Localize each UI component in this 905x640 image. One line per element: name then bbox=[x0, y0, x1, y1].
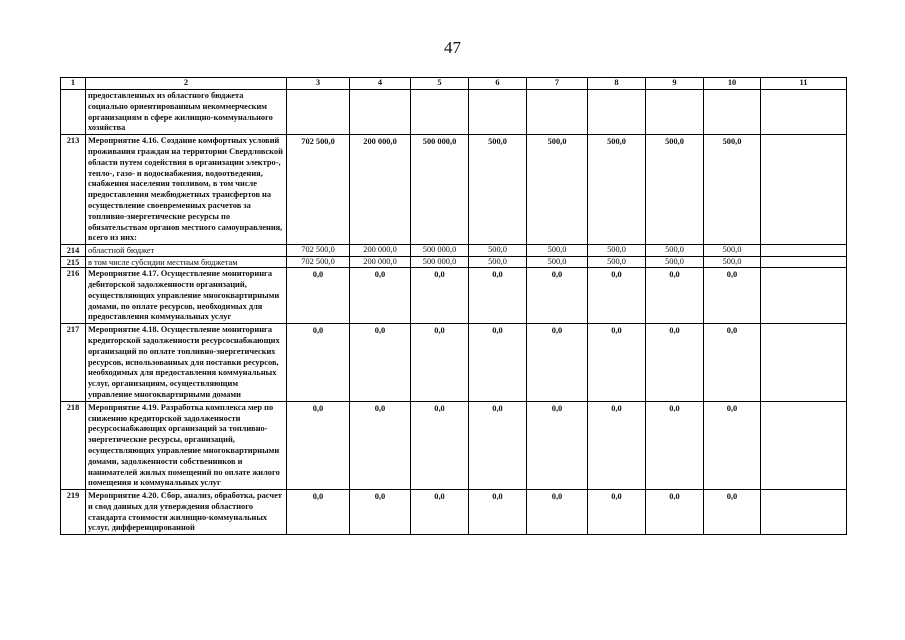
value-cell: 0,0 bbox=[287, 268, 350, 324]
value-cell: 0,0 bbox=[287, 324, 350, 402]
row-number: 214 bbox=[61, 245, 86, 257]
value-cell bbox=[761, 245, 847, 257]
row-number: 215 bbox=[61, 256, 86, 268]
value-cell: 500,0 bbox=[469, 245, 527, 257]
value-cell: 500,0 bbox=[704, 256, 761, 268]
value-cell: 0,0 bbox=[527, 490, 588, 535]
value-cell: 500 000,0 bbox=[411, 245, 469, 257]
row-number: 216 bbox=[61, 268, 86, 324]
value-cell: 500 000,0 bbox=[411, 256, 469, 268]
value-cell: 0,0 bbox=[588, 324, 646, 402]
value-cell: 0,0 bbox=[287, 401, 350, 489]
column-header: 8 bbox=[588, 78, 646, 90]
row-description: Мероприятие 4.16. Создание комфортных условий проживания граждан на территории Свердловской области путем содействия в организации электро-, тепло-, газо- и водоснабжения, водоотведения, снабжения населения топливом, в том числе предоставления межбюджетных трансфертов на осуществление своевременных расчетов за топливно-энергетические ресурсы по обязательствам органов местного самоуправления, всего из них: bbox=[86, 135, 287, 245]
column-header: 4 bbox=[350, 78, 411, 90]
value-cell: 500,0 bbox=[646, 135, 704, 245]
table-row bbox=[61, 324, 847, 402]
table-row bbox=[61, 90, 847, 135]
value-cell: 0,0 bbox=[646, 490, 704, 535]
value-cell: 0,0 bbox=[350, 268, 411, 324]
row-description: в том числе субсидии местным бюджетам bbox=[86, 256, 287, 268]
value-cell: 500,0 bbox=[527, 245, 588, 257]
value-cell: 0,0 bbox=[527, 268, 588, 324]
value-cell: 500,0 bbox=[588, 245, 646, 257]
value-cell bbox=[646, 90, 704, 135]
value-cell bbox=[761, 256, 847, 268]
value-cell: 0,0 bbox=[704, 490, 761, 535]
value-cell: 0,0 bbox=[411, 268, 469, 324]
table-row bbox=[61, 401, 847, 489]
value-cell bbox=[527, 90, 588, 135]
value-cell: 0,0 bbox=[588, 268, 646, 324]
value-cell: 0,0 bbox=[646, 401, 704, 489]
value-cell: 0,0 bbox=[411, 401, 469, 489]
value-cell: 0,0 bbox=[350, 401, 411, 489]
value-cell: 0,0 bbox=[646, 268, 704, 324]
budget-table bbox=[60, 77, 847, 535]
value-cell: 500,0 bbox=[588, 135, 646, 245]
value-cell: 0,0 bbox=[469, 324, 527, 402]
header-row bbox=[61, 78, 847, 90]
table-row bbox=[61, 490, 847, 535]
value-cell: 200 000,0 bbox=[350, 245, 411, 257]
column-header: 10 bbox=[704, 78, 761, 90]
value-cell: 0,0 bbox=[350, 490, 411, 535]
column-header: 9 bbox=[646, 78, 704, 90]
value-cell bbox=[287, 90, 350, 135]
value-cell: 0,0 bbox=[411, 324, 469, 402]
value-cell: 0,0 bbox=[527, 401, 588, 489]
value-cell: 500,0 bbox=[527, 135, 588, 245]
row-number: 217 bbox=[61, 324, 86, 402]
value-cell: 200 000,0 bbox=[350, 135, 411, 245]
column-header: 7 bbox=[527, 78, 588, 90]
value-cell: 702 500,0 bbox=[287, 256, 350, 268]
value-cell: 500,0 bbox=[704, 135, 761, 245]
value-cell: 0,0 bbox=[704, 268, 761, 324]
value-cell bbox=[761, 490, 847, 535]
value-cell: 500,0 bbox=[588, 256, 646, 268]
value-cell: 500 000,0 bbox=[411, 135, 469, 245]
table-row bbox=[61, 268, 847, 324]
column-header: 11 bbox=[761, 78, 847, 90]
column-header: 3 bbox=[287, 78, 350, 90]
value-cell bbox=[588, 90, 646, 135]
value-cell bbox=[761, 401, 847, 489]
row-description: Мероприятие 4.17. Осуществление мониторинга дебиторской задолженности организаций, осуществляющих управление многоквартирными домами, по оплате ресурсов, необходимых для предоставления коммунальных услуг bbox=[86, 268, 287, 324]
column-header: 1 bbox=[61, 78, 86, 90]
value-cell: 200 000,0 bbox=[350, 256, 411, 268]
table-row bbox=[61, 135, 847, 245]
row-description: Мероприятие 4.19. Разработка комплекса мер по снижению кредиторской задолженности ресурсоснабжающих организаций за топливно-энергетические ресурсы, организаций, осуществляющих управление многоквартирными домами, задолженности собственников и нанимателей жилых помещений по оплате жилого помещения и коммунальных услуг bbox=[86, 401, 287, 489]
row-number: 213 bbox=[61, 135, 86, 245]
row-description: Мероприятие 4.18. Осуществление мониторинга кредиторской задолженности ресурсоснабжающих организаций по оплате топливно-энергетических ресурсов, использованных для поставки ресурсов, необходимых для предоставления коммунальных услуг, организациям, осуществляющим управление многоквартирными домами bbox=[86, 324, 287, 402]
value-cell: 0,0 bbox=[588, 490, 646, 535]
value-cell: 500,0 bbox=[469, 135, 527, 245]
value-cell bbox=[350, 90, 411, 135]
value-cell: 0,0 bbox=[469, 490, 527, 535]
value-cell: 500,0 bbox=[646, 245, 704, 257]
value-cell bbox=[411, 90, 469, 135]
value-cell: 0,0 bbox=[350, 324, 411, 402]
value-cell: 0,0 bbox=[469, 268, 527, 324]
column-header: 6 bbox=[469, 78, 527, 90]
value-cell: 702 500,0 bbox=[287, 135, 350, 245]
page-number: 47 bbox=[444, 38, 461, 57]
value-cell: 500,0 bbox=[469, 256, 527, 268]
value-cell: 0,0 bbox=[588, 401, 646, 489]
value-cell: 500,0 bbox=[527, 256, 588, 268]
value-cell: 0,0 bbox=[704, 324, 761, 402]
value-cell bbox=[761, 90, 847, 135]
column-header: 5 bbox=[411, 78, 469, 90]
value-cell bbox=[761, 324, 847, 402]
value-cell bbox=[704, 90, 761, 135]
table-row bbox=[61, 256, 847, 268]
value-cell: 0,0 bbox=[411, 490, 469, 535]
row-description: областной бюджет bbox=[86, 245, 287, 257]
value-cell: 702 500,0 bbox=[287, 245, 350, 257]
value-cell: 0,0 bbox=[646, 324, 704, 402]
row-number: 219 bbox=[61, 490, 86, 535]
value-cell: 0,0 bbox=[704, 401, 761, 489]
value-cell: 0,0 bbox=[469, 401, 527, 489]
row-number: 218 bbox=[61, 401, 86, 489]
value-cell bbox=[761, 268, 847, 324]
value-cell: 0,0 bbox=[287, 490, 350, 535]
table-body bbox=[61, 78, 847, 535]
row-description: Мероприятие 4.20. Сбор, анализ, обработка, расчет и свод данных для утверждения областного стандарта стоимости жилищно-коммунальных услуг, дифференцированной bbox=[86, 490, 287, 535]
table-row bbox=[61, 245, 847, 257]
value-cell bbox=[469, 90, 527, 135]
value-cell: 500,0 bbox=[704, 245, 761, 257]
column-header: 2 bbox=[86, 78, 287, 90]
row-number bbox=[61, 90, 86, 135]
value-cell: 0,0 bbox=[527, 324, 588, 402]
value-cell bbox=[761, 135, 847, 245]
value-cell: 500,0 bbox=[646, 256, 704, 268]
row-description: предоставленных из областного бюджета социально ориентированным некоммерческим организациям в сфере жилищно-коммунального хозяйства bbox=[86, 90, 287, 135]
